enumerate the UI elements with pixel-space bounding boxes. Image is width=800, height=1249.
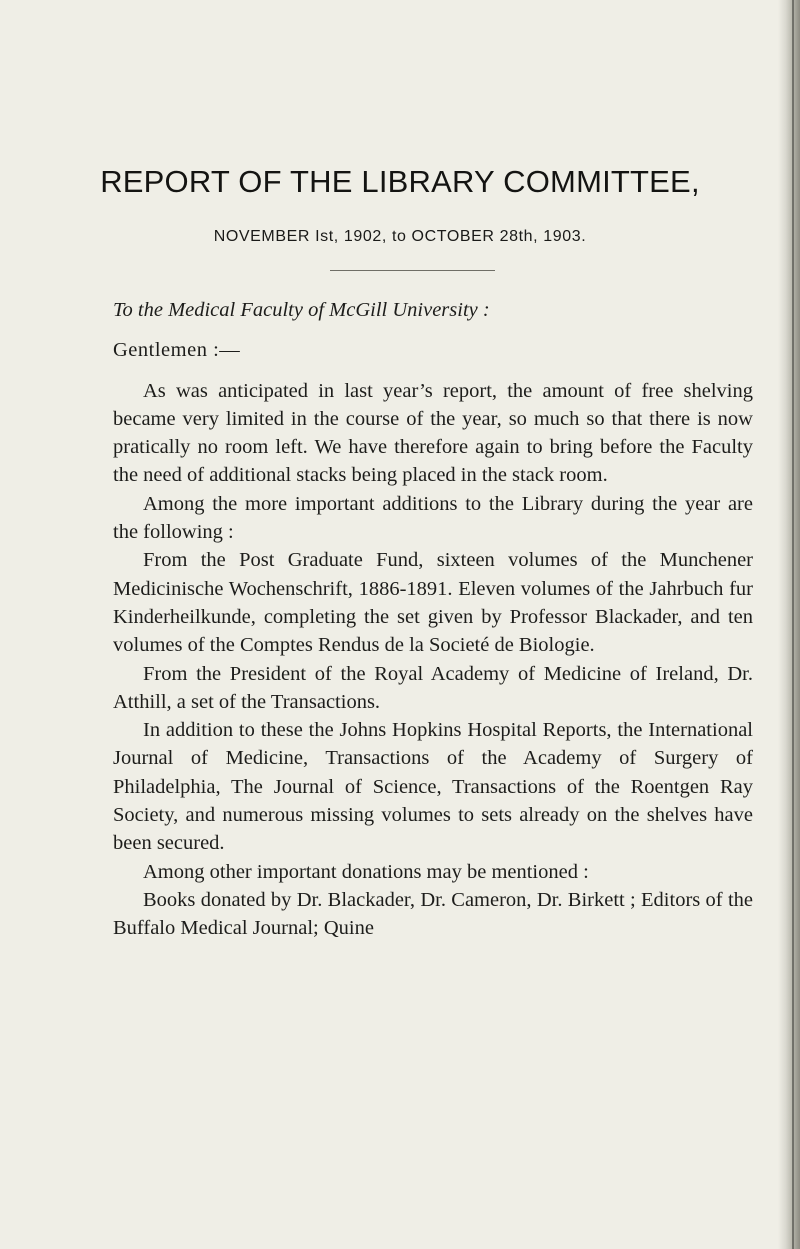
- salutation: Gentlemen :—: [113, 339, 241, 362]
- paragraph-shelving: As was anticipated in last year’s report, the amount of free shelving became very limited in the course of the year, so much so that there is now pratically no room left. We have therefore again to bring before the Faculty the need of additional stacks being placed in the stack room.: [113, 379, 753, 487]
- paragraph-johns-hopkins: In addition to these the Johns Hopkins Hospital Reports, the International Journal of Medicine, Transactions of the Academy of Surgery of Philadelphia, The Journal of Science, Transactions of the Roentgen Ray Society, and numerous missing volumes to sets already on the shelves have been secured.: [113, 719, 753, 855]
- report-date-range: NOVEMBER Ist, 1902, to OCTOBER 28th, 1903.: [213, 228, 587, 245]
- paragraph-books-donated: Books donated by Dr. Blackader, Dr. Cameron, Dr. Birkett ; Editors of the Buffalo Medical Journal; Quine: [113, 888, 753, 940]
- title-divider: [330, 270, 495, 271]
- addressee-line: To the Medical Faculty of McGill University :: [113, 299, 490, 321]
- paragraph-donations-intro: Among other important donations may be mentioned :: [143, 860, 589, 883]
- paragraph-additions-intro: Among the more important additions to the Library during the year are the following :: [113, 492, 753, 544]
- paragraph-post-graduate-fund: From the Post Graduate Fund, sixteen volumes of the Munchener Medicinische Wochenschrift, 1886-1891. Eleven volumes of the Jahrbuch fur Kinderheilkunde, completing the set given by Professor Blackader, and ten volumes of the Comptes Rendus de la Societé de Biologie.: [113, 549, 753, 657]
- report-title: REPORT OF THE LIBRARY COMMITTEE,: [100, 164, 700, 199]
- paragraph-royal-academy: From the President of the Royal Academy of Medicine of Ireland, Dr. Atthill, a set of the Transactions.: [113, 662, 753, 713]
- letter-body: [113, 296, 753, 943]
